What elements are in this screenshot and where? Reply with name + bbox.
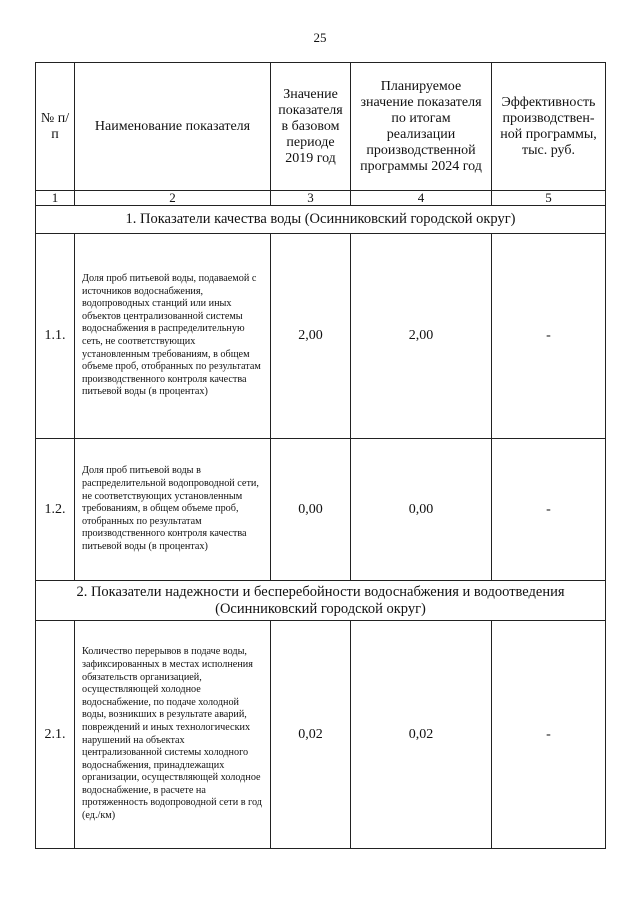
row-code: 2.1. bbox=[36, 621, 75, 849]
row-indicator-name: Доля проб питьевой воды, подаваемой с источников водоснабжения, водопроводных станций или иных объектов централизованной системы водоснабжения в распределительную сеть, не соответствующих установленным требованиям, в общем объеме проб, отобранных по результатам производственного контроля качества питьевой воды (в процентах) bbox=[75, 234, 271, 439]
row-planned-value: 0,02 bbox=[351, 621, 492, 849]
header-base-value: Значение показателя в базовом периоде 2019 год bbox=[271, 63, 351, 191]
row-base-value: 0,00 bbox=[271, 439, 351, 581]
column-number: 2 bbox=[75, 191, 271, 206]
row-code: 1.2. bbox=[36, 439, 75, 581]
table-row bbox=[36, 439, 606, 581]
header-row bbox=[36, 63, 606, 191]
section-header-row bbox=[36, 581, 606, 621]
table-row bbox=[36, 234, 606, 439]
row-planned-value: 0,00 bbox=[351, 439, 492, 581]
column-number: 1 bbox=[36, 191, 75, 206]
row-efficiency: - bbox=[492, 439, 606, 581]
header-planned-value: Планируемое значение показателя по итогам реализации производственной программы 2024 год bbox=[351, 63, 492, 191]
header-number: № п/п bbox=[36, 63, 75, 191]
column-number: 3 bbox=[271, 191, 351, 206]
row-efficiency: - bbox=[492, 234, 606, 439]
indicators-table bbox=[35, 62, 606, 849]
section-header-row bbox=[36, 206, 606, 234]
row-efficiency: - bbox=[492, 621, 606, 849]
column-number-row bbox=[36, 191, 606, 206]
section-title: 1. Показатели качества воды (Осинниковский городской округ) bbox=[36, 206, 606, 234]
row-indicator-name: Доля проб питьевой воды в распределительной водопроводной сети, не соответствующих установленным требованиям, в общем объеме проб, отобранных по результатам производственного контроля качества питьевой воды (в процентах) bbox=[75, 439, 271, 581]
column-number: 4 bbox=[351, 191, 492, 206]
row-code: 1.1. bbox=[36, 234, 75, 439]
row-base-value: 0,02 bbox=[271, 621, 351, 849]
column-number: 5 bbox=[492, 191, 606, 206]
row-base-value: 2,00 bbox=[271, 234, 351, 439]
row-planned-value: 2,00 bbox=[351, 234, 492, 439]
row-indicator-name: Количество перерывов в подаче воды, зафиксированных в местах исполнения обязательств организацией, осуществляющей холодное водоснабжение, по подаче холодной воды, возникших в результате аварий, повреждений и иных технологических нарушений на объектах централизованной системы холодного водоснабжения, принадлежащих организации, осуществляющей холодное водоснабжение, в расчете на протяженность водопроводной сети в год (ед./км) bbox=[75, 621, 271, 849]
header-efficiency: Эффективность производствен-ной программы, тыс. руб. bbox=[492, 63, 606, 191]
section-title: 2. Показатели надежности и бесперебойности водоснабжения и водоотведения (Осинниковский городской округ) bbox=[36, 581, 606, 621]
header-indicator-name: Наименование показателя bbox=[75, 63, 271, 191]
table-row bbox=[36, 621, 606, 849]
page-number: 25 bbox=[313, 30, 327, 45]
